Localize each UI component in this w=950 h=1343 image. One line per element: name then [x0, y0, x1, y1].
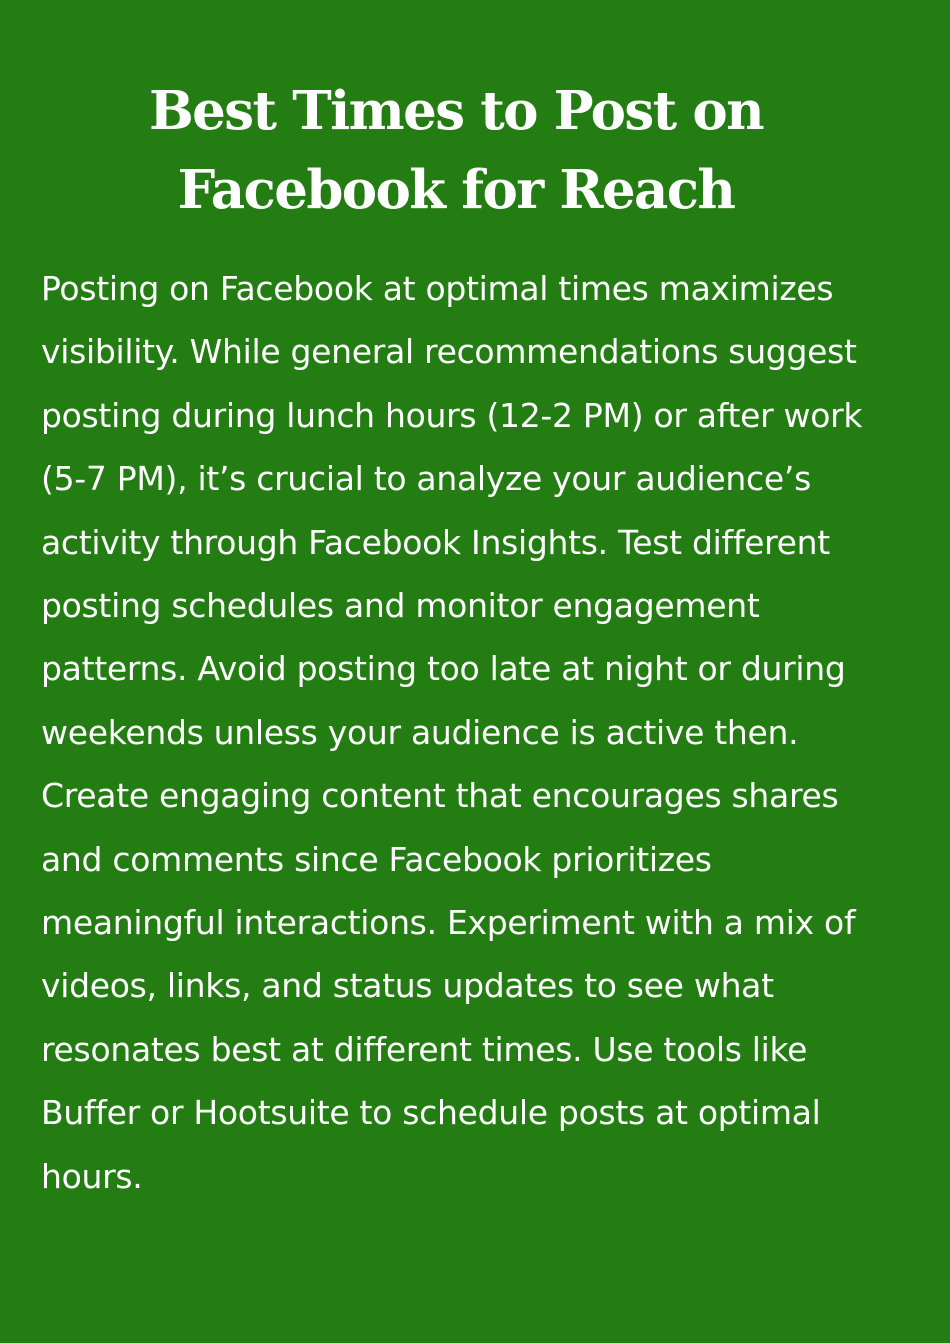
body-line-12: videos, links, and status updates to see what — [41, 966, 774, 1006]
body-line-7: patterns. Avoid posting too late at night or during — [41, 649, 846, 689]
body-line-13: resonates best at different times. Use tools like — [41, 1029, 808, 1069]
body-line-15: hours. — [41, 1156, 143, 1196]
body-line-11: meaningful interactions. Experiment with a mix of — [41, 903, 856, 943]
body-paragraph — [41, 257, 921, 1208]
body-line-10: and comments since Facebook prioritizes — [41, 839, 712, 879]
body-line-5: activity through Facebook Insights. Test different — [41, 522, 830, 562]
body-line-1: Posting on Facebook at optimal times maximizes — [41, 269, 834, 308]
body-line-9: Create engaging content that encourages shares — [41, 776, 839, 816]
body-line-4: (5-7 PM), it’s crucial to analyze your audience’s — [41, 459, 811, 499]
title-line-2: Facebook for Reach — [177, 159, 735, 221]
body-line-14: Buffer or Hootsuite to schedule posts at optimal — [41, 1093, 821, 1133]
page-title — [0, 72, 912, 230]
body-line-3: posting during lunch hours (12-2 PM) or after work — [41, 395, 863, 435]
body-line-6: posting schedules and monitor engagement — [41, 586, 760, 626]
title-line-1: Best Times to Post on — [148, 80, 764, 142]
body-line-2: visibility. While general recommendations suggest — [41, 332, 857, 372]
body-line-8: weekends unless your audience is active then. — [41, 712, 799, 752]
